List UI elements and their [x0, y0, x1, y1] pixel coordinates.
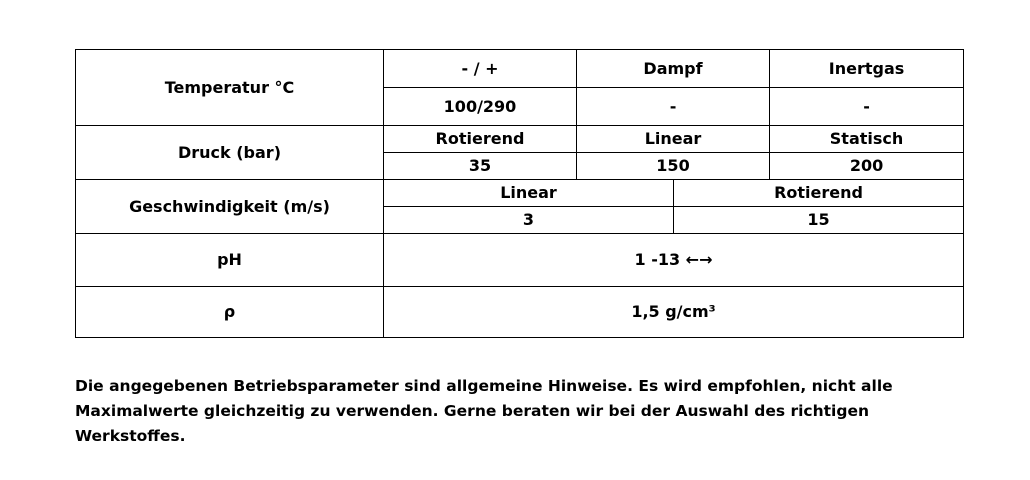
operating-parameters-table: [75, 49, 964, 338]
table-row: [76, 287, 964, 338]
density-value: 1,5 g/cm³: [384, 287, 964, 338]
temperature-header-steam: Dampf: [577, 50, 770, 88]
speed-header-linear: Linear: [384, 180, 674, 207]
speed-value-linear: 3: [384, 207, 674, 234]
table-row: [76, 50, 964, 88]
pressure-header-rotating: Rotierend: [384, 126, 577, 153]
pressure-header-static: Statisch: [770, 126, 964, 153]
speed-header-rotating: Rotierend: [674, 180, 964, 207]
temperature-value-inert-gas: -: [770, 88, 964, 126]
density-label: ρ: [76, 287, 384, 338]
temperature-header-inert-gas: Inertgas: [770, 50, 964, 88]
usage-note: Die angegebenen Betriebsparameter sind allgemeine Hinweise. Es wird empfohlen, nicht alle Maximalwerte gleichzeitig zu verwenden. Gerne beraten wir bei der Auswahl des richtigen Werkstoffes.: [75, 377, 893, 445]
temperature-value-range: 100/290: [384, 88, 577, 126]
table-row: [76, 180, 964, 207]
pressure-label: Druck (bar): [76, 126, 384, 180]
pressure-header-linear: Linear: [577, 126, 770, 153]
pressure-value-static: 200: [770, 153, 964, 180]
speed-value-rotating: 15: [674, 207, 964, 234]
temperature-label: Temperatur °C: [76, 50, 384, 126]
temperature-header-range: - / +: [384, 50, 577, 88]
pressure-value-linear: 150: [577, 153, 770, 180]
temperature-value-steam: -: [577, 88, 770, 126]
table-row: [76, 126, 964, 153]
table-row: [76, 234, 964, 287]
pressure-value-rotating: 35: [384, 153, 577, 180]
ph-label: pH: [76, 234, 384, 287]
ph-value: 1 -13 ←→: [384, 234, 964, 287]
speed-label: Geschwindigkeit (m/s): [76, 180, 384, 234]
